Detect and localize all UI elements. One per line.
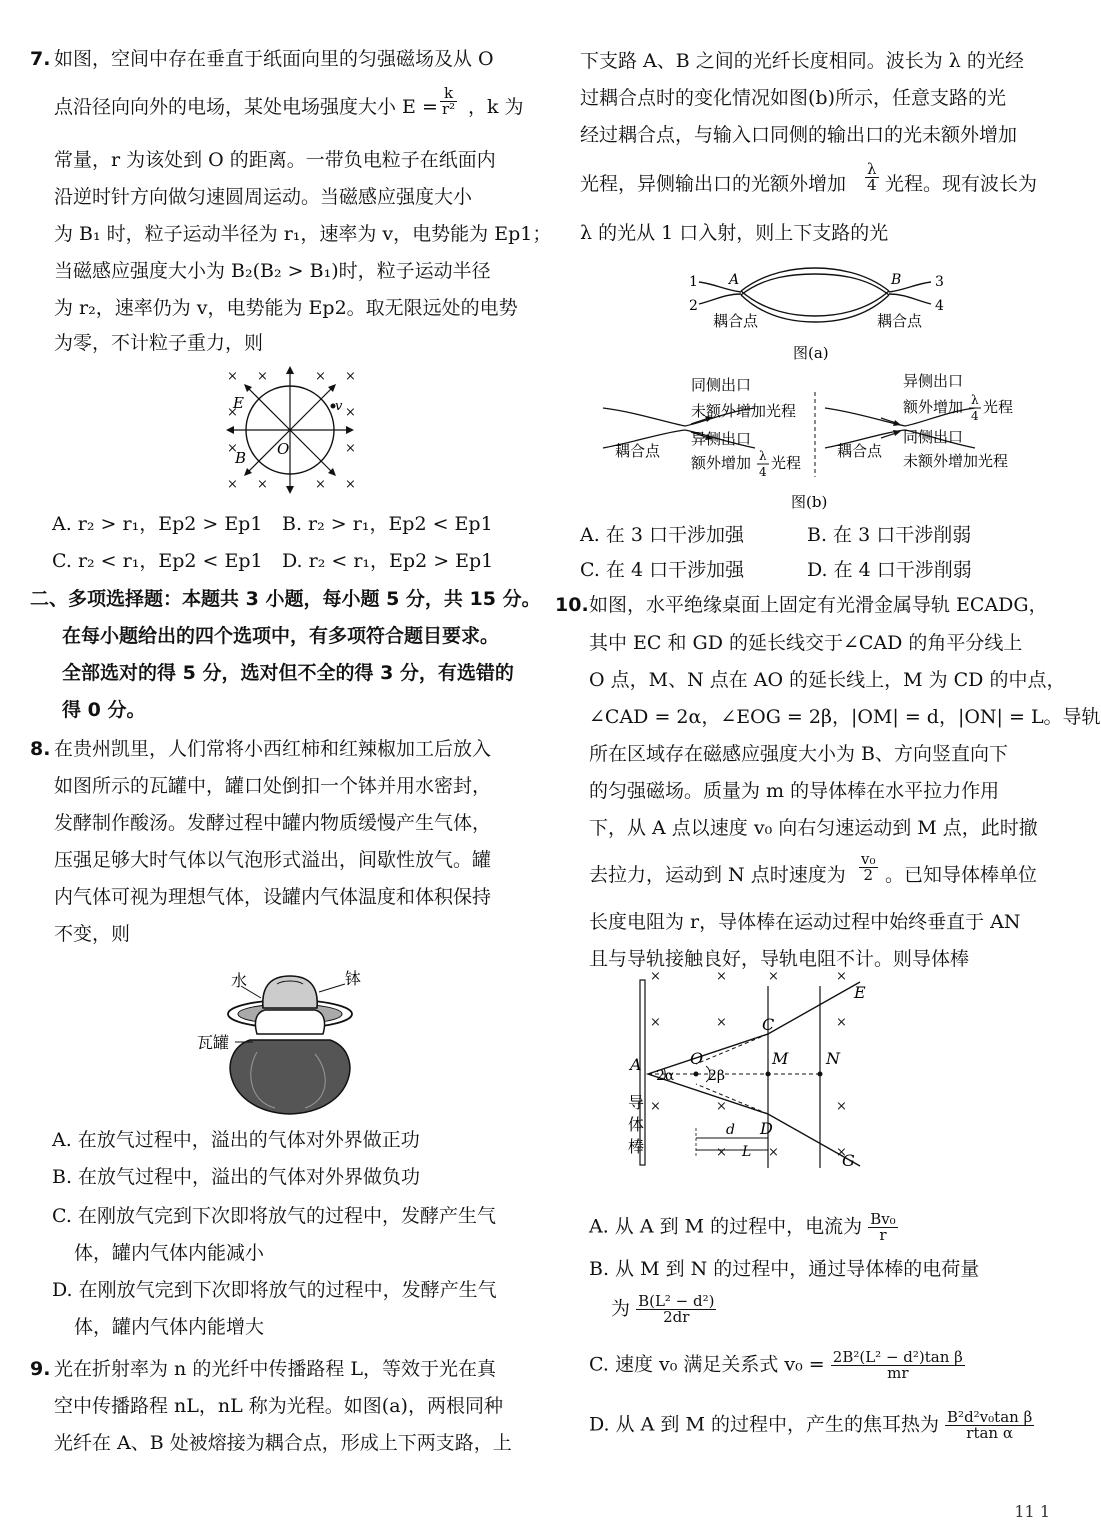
q7-line-6: 当磁感应强度大小为 B₂(B₂ > B₁)时，粒子运动半径 xyxy=(54,260,491,282)
q10-fig-2alpha: 2α xyxy=(656,1068,675,1084)
q10-option-c[interactable] xyxy=(589,1350,965,1381)
q9-line-7b: 光程。现有波长为 xyxy=(885,173,1038,195)
q7-option-a[interactable]: A. r₂ > r₁，Ep2 > Ep1 xyxy=(52,513,263,535)
q9a-coupler-right: 耦合点 xyxy=(877,312,923,330)
q10-line-7: 下，从 A 点以速度 v₀ 向右匀速运动到 M 点，此时撤 xyxy=(589,817,1038,839)
q9b-right-same: 同侧出口 xyxy=(903,428,964,446)
q7-line-3: 常量，r 为该处到 O 的距离。一带负电粒子在纸面内 xyxy=(54,149,496,171)
q7-fig-E: E xyxy=(233,394,244,412)
q9b-right-other: 异侧出口 xyxy=(903,372,964,390)
q10-number: 10. xyxy=(555,594,589,616)
q10-fig-G: G xyxy=(842,1151,855,1170)
svg-text:×: × xyxy=(315,369,326,384)
q10-fraction xyxy=(859,852,878,883)
q9-figure-b xyxy=(595,372,1035,517)
section2-line-2: 在每小题给出的四个选项中，有多项符合题目要求。 xyxy=(62,625,500,647)
q7-line-7: 为 r₂，速率仍为 v，电势能为 Ep2。取无限远处的电势 xyxy=(54,297,518,319)
q9b-right-extra-prefix: 额外增加 xyxy=(903,398,964,416)
q8-option-c-cont: 体，罐内气体内能减小 xyxy=(74,1242,265,1264)
q10-fig-D: D xyxy=(760,1119,773,1138)
svg-text:×: × xyxy=(227,477,238,492)
q7-fig-v: v xyxy=(335,399,343,414)
q8-option-a[interactable]: A. 在放气过程中，溢出的气体对外界做正功 xyxy=(52,1129,420,1151)
q9a-port-2: 2 xyxy=(689,298,698,314)
q8-fig-jar: 瓦罐 xyxy=(197,1033,230,1052)
q7-line-8: 为零，不计粒子重力，则 xyxy=(54,332,264,354)
q7-fig-O: O xyxy=(277,440,290,458)
svg-text:×: × xyxy=(345,369,356,384)
svg-text:×: × xyxy=(650,1099,661,1114)
q7-option-b[interactable]: B. r₂ > r₁，Ep2 < Ep1 xyxy=(282,513,493,535)
q10-line-6: 的匀强磁场。质量为 m 的导体棒在水平拉力作用 xyxy=(589,780,1000,802)
svg-text:×: × xyxy=(836,1015,847,1030)
svg-text:×: × xyxy=(257,477,268,492)
q10-option-b-text2: 为 xyxy=(611,1297,631,1320)
q9-option-a[interactable]: A. 在 3 口干涉加强 xyxy=(580,524,744,546)
q8-fig-water: 水 xyxy=(231,971,248,990)
q9-line-2: 空中传播路程 nL，nL 称为光程。如图(a)，两根同种 xyxy=(54,1395,503,1417)
q9b-left-other: 异侧出口 xyxy=(691,430,752,448)
q9b-right-frac-den: 4 xyxy=(971,409,979,423)
svg-text:×: × xyxy=(836,969,847,984)
q8-option-d[interactable]: D. 在刚放气完到下次即将放气的过程中，发酵产生气 xyxy=(52,1279,497,1301)
q10-option-c-text: C. 速度 v₀ 满足关系式 v₀ = xyxy=(589,1353,825,1376)
q7-option-d[interactable]: D. r₂ < r₁，Ep2 > Ep1 xyxy=(282,550,494,572)
q10-fig-rod-2: 体 xyxy=(628,1115,645,1134)
q9b-left-same: 同侧出口 xyxy=(691,376,752,394)
q9b-left-frac-num: λ xyxy=(759,449,767,463)
q9-figure-a xyxy=(685,262,945,367)
svg-text:×: × xyxy=(345,405,356,420)
q9a-coupler-left: 耦合点 xyxy=(713,312,759,330)
q9a-port-4: 4 xyxy=(935,298,944,314)
q9-line-5: 过耦合点时的变化情况如图(b)所示，任意支路的光 xyxy=(580,87,1006,109)
q10-line-5: 所在区域存在磁感应强度大小为 B、方向竖直向下 xyxy=(589,743,1009,765)
q8-fig-bowl: 钵 xyxy=(345,969,362,988)
q9-line-1: 光在折射率为 n 的光纤中传播路程 L，等效于光在真 xyxy=(54,1358,496,1380)
q9-line-7a: 光程，异侧输出口的光额外增加 xyxy=(580,173,847,195)
q9b-left-frac-den: 4 xyxy=(759,465,767,479)
q10-fig-rod-1: 导 xyxy=(628,1093,645,1112)
svg-text:×: × xyxy=(836,1145,847,1160)
q9b-right-extra-suffix: 光程 xyxy=(983,398,1014,416)
q10-frac-num: v₀ xyxy=(861,850,876,868)
svg-text:×: × xyxy=(227,405,238,420)
q10-option-d[interactable] xyxy=(589,1410,1034,1441)
q10-line-4: ∠CAD = 2α，∠EOG = 2β，|OM| = d，|ON| = L。导轨 xyxy=(589,706,1101,728)
q8-option-b[interactable]: B. 在放气过程中，溢出的气体对外界做负功 xyxy=(52,1166,421,1188)
q10-option-b-cont xyxy=(611,1294,716,1325)
svg-text:×: × xyxy=(227,369,238,384)
q10-option-c-num: 2B²(L² − d²)tan β xyxy=(832,1348,963,1366)
q10-fig-rod-3: 棒 xyxy=(628,1137,645,1156)
q7-line-5: 为 B₁ 时，粒子运动半径为 r₁，速率为 v，电势能为 Ep1； xyxy=(54,223,552,245)
q8-line-5: 内气体可视为理想气体，设罐内气体温度和体积保持 xyxy=(54,886,492,908)
svg-text:×: × xyxy=(315,477,326,492)
svg-text:×: × xyxy=(345,477,356,492)
q7-number: 7. xyxy=(30,48,51,70)
svg-text:×: × xyxy=(716,1099,727,1114)
section2-line-1: 二、多项选择题：本题共 3 小题，每小题 5 分，共 15 分。 xyxy=(30,588,541,610)
q10-option-b-den: 2dr xyxy=(663,1308,690,1326)
svg-text:×: × xyxy=(768,969,779,984)
q9-option-c[interactable]: C. 在 4 口干涉加强 xyxy=(580,559,745,581)
q10-fig-C: C xyxy=(762,1015,775,1034)
q9a-caption: 图(a) xyxy=(793,344,829,362)
q10-fig-d: d xyxy=(726,1122,735,1138)
q10-option-d-num: B²d²v₀tan β xyxy=(947,1408,1033,1426)
svg-text:×: × xyxy=(768,1145,779,1160)
page-footer: 11 1 xyxy=(1014,1502,1050,1521)
q9-fraction xyxy=(865,162,879,193)
svg-text:×: × xyxy=(716,1145,727,1160)
q10-line-1: 如图，水平绝缘桌面上固定有光滑金属导轨 ECADG， xyxy=(589,594,1048,616)
q7-line-4: 沿逆时针方向做匀速圆周运动。当磁感应强度大小 xyxy=(54,186,473,208)
q9-line-4: 下支路 A、B 之间的光纤长度相同。波长为 λ 的光经 xyxy=(580,50,1024,72)
q10-option-a-num: Bv₀ xyxy=(870,1210,896,1228)
q9b-right-coupler: 耦合点 xyxy=(837,442,883,460)
q10-fig-E: E xyxy=(854,983,866,1002)
q8-jar-figure xyxy=(195,962,375,1122)
svg-text:×: × xyxy=(650,1015,661,1030)
q9b-right-no-extra: 未额外增加光程 xyxy=(903,452,1009,470)
svg-text:×: × xyxy=(345,441,356,456)
q10-line-8b: 。已知导体棒单位 xyxy=(885,864,1038,886)
q10-fig-O: O xyxy=(690,1049,704,1068)
q8-line-3: 发酵制作酸汤。发酵过程中罐内物质缓慢产生气体， xyxy=(54,812,492,834)
q7-fraction xyxy=(440,86,457,117)
q9-frac-den: 4 xyxy=(867,176,877,194)
svg-text:×: × xyxy=(836,1099,847,1114)
q8-line-2: 如图所示的瓦罐中，罐口处倒扣一个钵并用水密封， xyxy=(54,775,492,797)
q9b-left-coupler: 耦合点 xyxy=(615,442,661,460)
q9b-left-extra-suffix: 光程 xyxy=(771,454,802,472)
q9-line-8: λ 的光从 1 口入射，则上下支路的光 xyxy=(580,222,889,244)
q9a-A: A xyxy=(729,272,740,288)
q10-option-b[interactable]: B. 从 M 到 N 的过程中，通过导体棒的电荷量 xyxy=(589,1258,980,1280)
svg-text:×: × xyxy=(650,969,661,984)
q10-fig-L: L xyxy=(742,1144,752,1160)
q10-option-b-num: B(L² − d²) xyxy=(638,1292,715,1310)
q7-frac-num: k xyxy=(440,86,457,102)
svg-text:×: × xyxy=(227,441,238,456)
q10-fig-A: A xyxy=(630,1055,642,1074)
q9b-right-frac-num: λ xyxy=(971,393,979,407)
q7-line-1: 如图，空间中存在垂直于纸面向里的匀强磁场及从 O xyxy=(54,48,494,70)
q7-option-c[interactable]: C. r₂ < r₁，Ep2 < Ep1 xyxy=(52,550,263,572)
svg-text:×: × xyxy=(716,1015,727,1030)
q10-fig-2beta: 2β xyxy=(708,1068,726,1084)
section2-line-4: 得 0 分。 xyxy=(62,699,146,721)
q10-line-9: 长度电阻为 r，导体棒在运动过程中始终垂直于 AN xyxy=(589,911,1021,933)
q9a-port-3: 3 xyxy=(935,274,944,290)
q9a-port-1: 1 xyxy=(689,274,698,290)
q9b-left-no-extra: 未额外增加光程 xyxy=(691,402,797,420)
svg-text:×: × xyxy=(257,369,268,384)
q10-line-3: O 点，M、N 点在 AO 的延长线上，M 为 CD 的中点， xyxy=(589,669,1066,691)
q7-frac-den: r² xyxy=(442,100,456,118)
q10-option-d-den: rtan α xyxy=(966,1424,1013,1442)
q8-line-4: 压强足够大时气体以气泡形式溢出，间歇性放气。罐 xyxy=(54,849,492,871)
q10-fig-M: M xyxy=(772,1049,789,1068)
q9-option-b[interactable]: B. 在 3 口干涉削弱 xyxy=(807,524,972,546)
q10-line-2: 其中 EC 和 GD 的延长线交于∠CAD 的角平分线上 xyxy=(589,632,1023,654)
q7-line-2b: ，k 为 xyxy=(468,96,524,118)
q9-frac-num: λ xyxy=(865,162,879,178)
q8-line-6: 不变，则 xyxy=(54,923,131,945)
q10-frac-den: 2 xyxy=(863,866,874,884)
q8-number: 8. xyxy=(30,738,51,760)
q10-figure xyxy=(630,968,875,1173)
q10-line-8a: 去拉力，运动到 N 点时速度为 xyxy=(589,864,846,886)
q10-fig-N: N xyxy=(826,1049,840,1068)
q7-line-2: 点沿径向向外的电场，某处电场强度大小 E = xyxy=(54,96,438,118)
q8-line-1: 在贵州凯里，人们常将小西红柿和红辣椒加工后放入 xyxy=(54,738,492,760)
q9-number: 9. xyxy=(30,1358,51,1380)
section2-line-3: 全部选对的得 5 分，选对但不全的得 3 分，有选错的 xyxy=(62,662,514,684)
q8-option-d-cont: 体，罐内气体内能增大 xyxy=(74,1316,265,1338)
q9-line-6: 经过耦合点，与输入口同侧的输出口的光未额外增加 xyxy=(580,124,1018,146)
q10-option-a-den: r xyxy=(879,1226,887,1244)
svg-text:×: × xyxy=(716,969,727,984)
q10-option-a-text: A. 从 A 到 M 的过程中，电流为 xyxy=(589,1215,863,1238)
q9a-B: B xyxy=(891,272,902,288)
q10-option-a[interactable] xyxy=(589,1212,898,1243)
q10-option-c-den: mr xyxy=(887,1364,909,1382)
q9b-left-extra-prefix: 额外增加 xyxy=(691,454,752,472)
q9b-caption: 图(b) xyxy=(791,493,828,511)
q9-option-d[interactable]: D. 在 4 口干涉削弱 xyxy=(807,559,972,581)
q10-line-10: 且与导轨接触良好，导轨电阻不计。则导体棒 xyxy=(589,948,970,970)
q7-figure xyxy=(215,360,365,500)
q10-option-d-text: D. 从 A 到 M 的过程中，产生的焦耳热为 xyxy=(589,1413,939,1436)
q7-fig-B: B xyxy=(235,449,247,467)
q8-option-c[interactable]: C. 在刚放气完到下次即将放气的过程中，发酵产生气 xyxy=(52,1205,496,1227)
q9-line-3: 光纤在 A、B 处被熔接为耦合点，形成上下两支路，上 xyxy=(54,1432,512,1454)
